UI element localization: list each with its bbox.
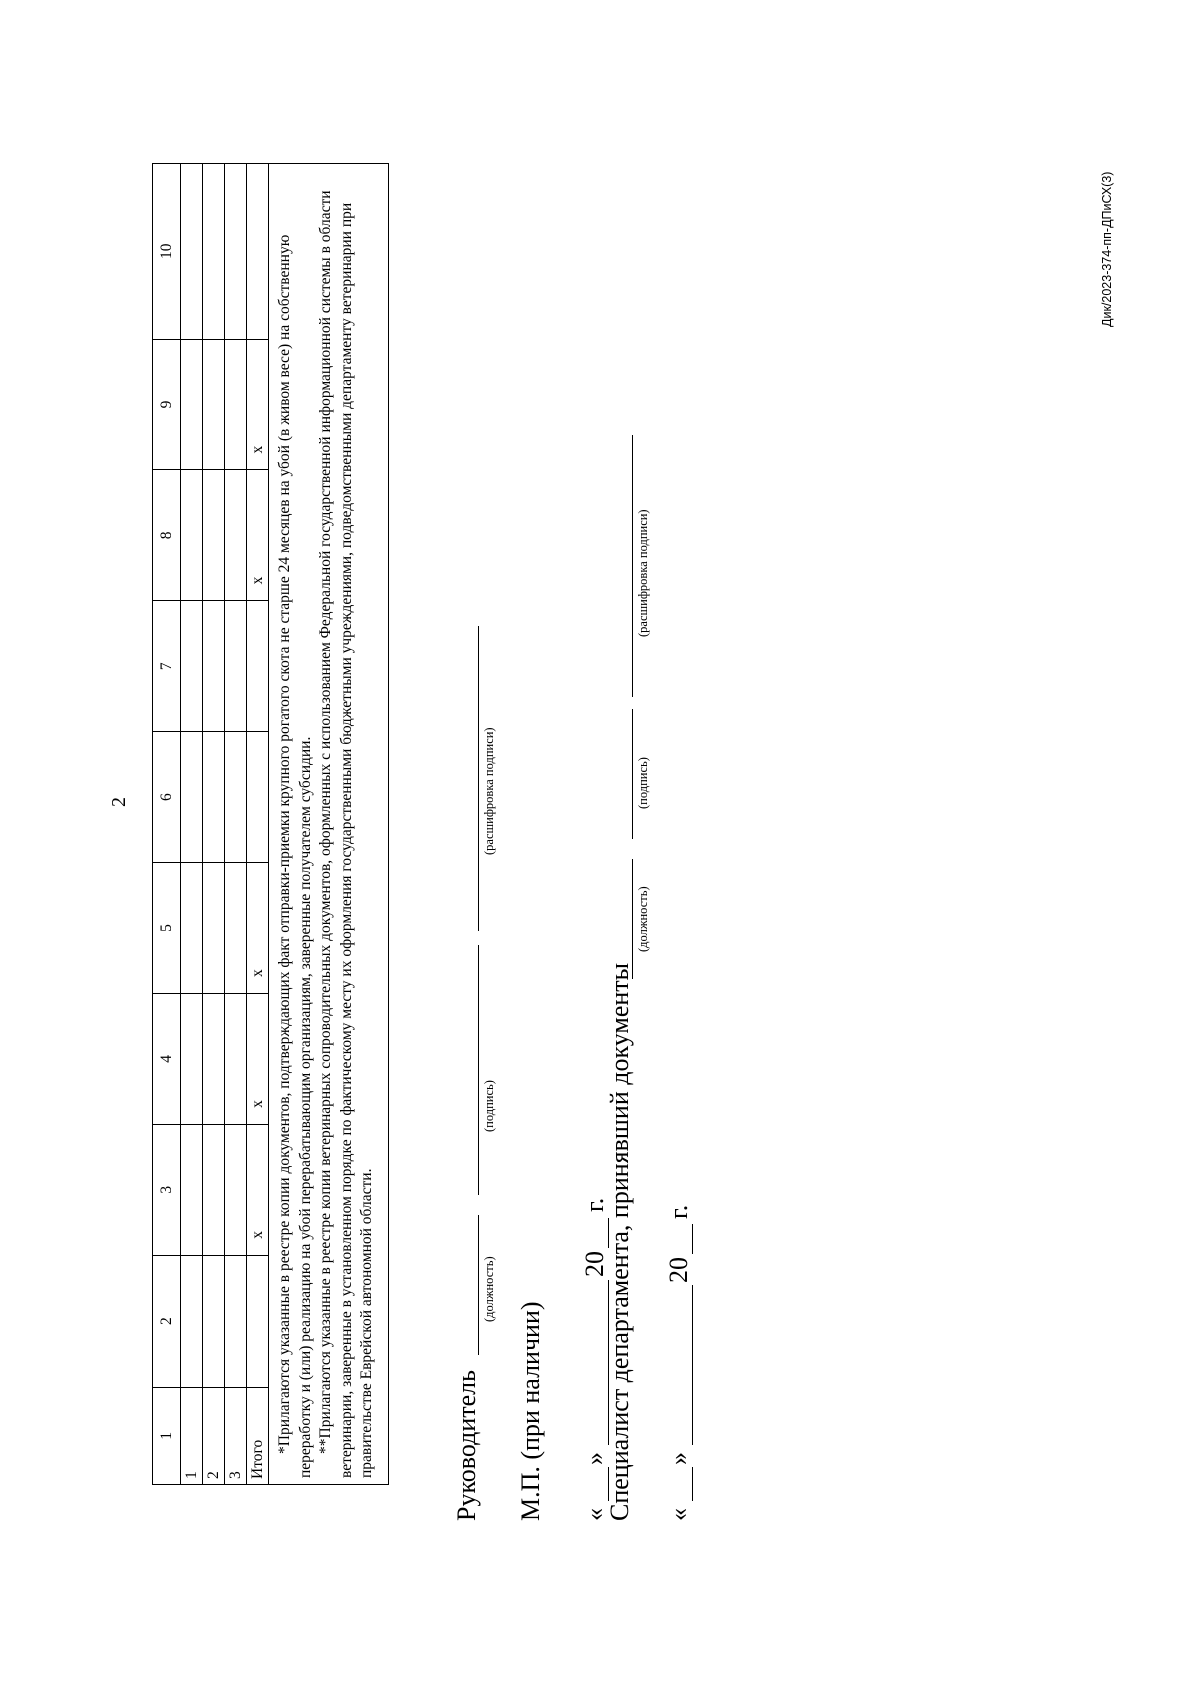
row-number: 3 [225, 1387, 247, 1484]
column-header: 8 [153, 470, 181, 601]
table-cell [225, 1124, 247, 1255]
date-year: 20 [580, 1251, 609, 1277]
date2-year: 20 [664, 1257, 693, 1283]
table-cell [181, 993, 203, 1124]
decoding-line [478, 626, 479, 931]
table-cell [225, 1255, 247, 1387]
specialist-decoding-line [632, 435, 633, 697]
date2-close-quote: » [664, 1452, 693, 1465]
date2-suffix: г. [664, 1204, 693, 1219]
decoding-caption: (расшифровка подписи) [482, 727, 496, 855]
stamp-label: М.П. (при наличии) [516, 1301, 545, 1521]
head-label: Руководитель [452, 1370, 481, 1521]
table-cell [203, 732, 225, 863]
registry-table [152, 163, 389, 1485]
position-caption: (должность) [482, 1256, 496, 1322]
date2-year-line [692, 1224, 693, 1254]
table-cell [247, 732, 269, 863]
table-cell [181, 470, 203, 601]
table-cell [181, 601, 203, 732]
column-header: 10 [153, 164, 181, 340]
column-header: 1 [153, 1387, 181, 1484]
column-header: 6 [153, 732, 181, 863]
table-cell [181, 863, 203, 994]
specialist-signature-caption: (подпись) [636, 757, 650, 809]
page-number: 2 [108, 797, 130, 807]
column-header: 9 [153, 339, 181, 470]
table-cell [225, 339, 247, 470]
table-cell [247, 601, 269, 732]
signature-caption: (подпись) [482, 1080, 496, 1132]
table-cell [181, 732, 203, 863]
table-cell [203, 863, 225, 994]
table-cell [203, 993, 225, 1124]
column-header: 2 [153, 1255, 181, 1387]
position-line [478, 1215, 479, 1355]
table-cell [247, 1255, 269, 1387]
table-total-row [247, 164, 269, 1485]
footnote-2: **Прилагаются указанные в реестре копии ветеринарных сопроводительных документов, оформленных с использованием Федеральной государственной информационной системы в области ветеринарии, заверенные в установленном порядке по фактическому месту их оформления государственными бюджетными учреждениями, подведомственными департаменту ветеринарии при правительстве Еврейской автономной области. [317, 190, 375, 1478]
table-cell [181, 1255, 203, 1387]
table-cell [225, 164, 247, 340]
table-cell [181, 339, 203, 470]
table-cell [225, 601, 247, 732]
specialist-signature-line [632, 709, 633, 839]
notes-cell [269, 164, 389, 1485]
column-header: 4 [153, 993, 181, 1124]
specialist-position-line [632, 859, 633, 979]
column-header: 5 [153, 863, 181, 994]
total-cell-4: х [247, 993, 269, 1124]
total-cell-3: х [247, 1124, 269, 1255]
date-close-quote: » [580, 1452, 609, 1465]
table-cell [203, 470, 225, 601]
row-number: 2 [203, 1387, 225, 1484]
footnote-1: *Прилагаются указанные в реестре копии документов, подтверждающих факт отправки-приемки крупного рогатого скота не старше 24 месяцев на убой (в живом весе) на собственную переработку и (или) реализацию на убой перерабатывающим организациям, заверенные получателем субсидии. [276, 234, 314, 1478]
table-row [225, 164, 247, 1485]
specialist-decoding-caption: (расшифровка подписи) [636, 509, 650, 637]
table-cell [203, 1124, 225, 1255]
table-cell [225, 993, 247, 1124]
specialist-label: Специалист департамента, принявший документы [605, 962, 634, 1521]
signature-line [478, 945, 479, 1195]
table-cell [225, 863, 247, 994]
date2-day-line [692, 1467, 693, 1501]
total-cell-5: х [247, 863, 269, 994]
date2-open-quote: « [664, 1508, 693, 1521]
document-code: Дик/2023-374-пп-ДПиСХ(3) [1100, 171, 1114, 327]
table-cell [181, 164, 203, 340]
total-cell-8: х [247, 470, 269, 601]
table-row [203, 164, 225, 1485]
table-cell [181, 1124, 203, 1255]
total-cell-9: х [247, 339, 269, 470]
date-open-quote: « [580, 1508, 609, 1521]
column-header: 7 [153, 601, 181, 732]
specialist-position-caption: (должность) [636, 886, 650, 952]
table-cell [203, 1255, 225, 1387]
table-cell [203, 601, 225, 732]
column-header: 3 [153, 1124, 181, 1255]
date2-month-line [692, 1285, 693, 1445]
table-cell [247, 164, 269, 340]
table-cell [225, 470, 247, 601]
table-header-row [153, 164, 181, 1485]
table-cell [225, 732, 247, 863]
notes-row [269, 164, 389, 1485]
table-cell [203, 164, 225, 340]
table-row [181, 164, 203, 1485]
table-cell [203, 339, 225, 470]
total-label: Итого [247, 1387, 269, 1484]
date-suffix: г. [580, 1197, 609, 1212]
row-number: 1 [181, 1387, 203, 1484]
